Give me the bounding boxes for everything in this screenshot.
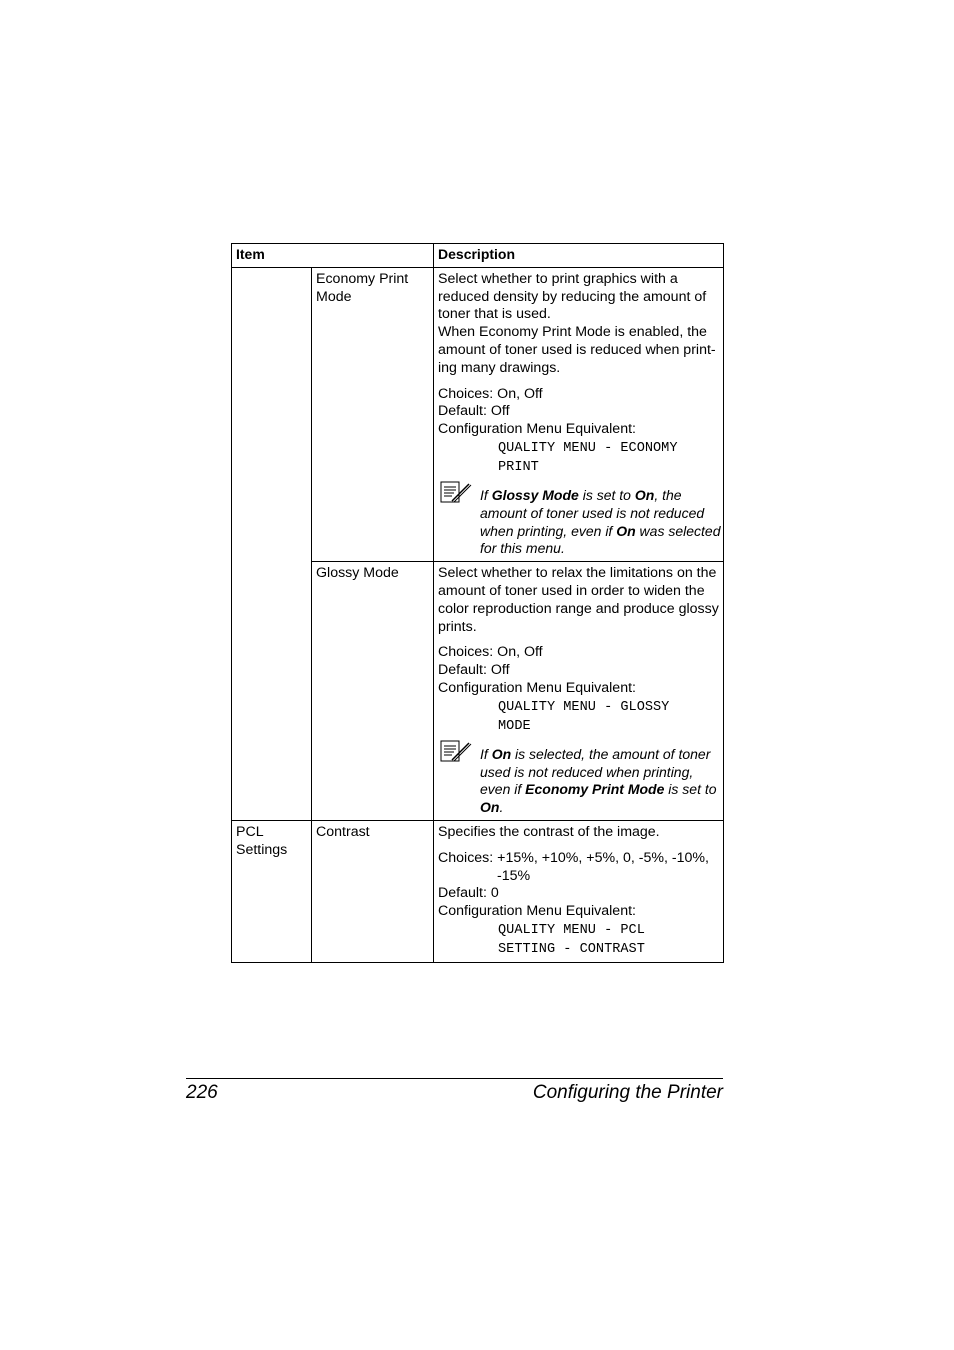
settings-table [231,243,724,963]
config-label: Configuration Menu Equivalent: [438,679,636,696]
item-pcl-settings: PCL Settings [232,820,312,962]
note-text: If [480,486,492,503]
description-text: Select whether to print graphics with a reduced density by reducing the amount of toner that is used. [438,270,707,323]
page-number: 226 [186,1082,218,1103]
note-text: is set to [578,486,635,503]
subitem-glossy-mode: Glossy Mode [312,562,434,821]
footer-divider [186,1078,723,1079]
note-emphasis: On [491,745,512,762]
note-text: is set to [664,781,717,798]
menu-path: PRINT [498,459,539,475]
table-header-row [232,244,724,268]
menu-path: QUALITY MENU - PCL [498,922,645,938]
description-text: When Economy Print Mode is enabled, the amount of toner used is reduced when print-ing many drawings. [438,324,716,376]
note-emphasis: On [634,486,655,503]
default-text: Default: Off [438,403,510,420]
item-cell-empty [232,267,312,820]
note-text: is selected, the amount of toner used is not reduced when printing, even if [480,745,711,798]
table-row [232,820,724,962]
note-emphasis: On [480,799,500,816]
description-cell [434,820,724,962]
note-text: , the amount of toner used is not reduced when printing, even if [480,486,705,539]
menu-path: QUALITY MENU - ECONOMY [498,440,678,456]
note-emphasis: Economy Print Mode [525,781,665,798]
header-item: Item [232,244,434,268]
subitem-contrast: Contrast [312,820,434,962]
note-text: . [499,799,504,816]
config-label: Configuration Menu Equivalent: [438,421,636,438]
header-description: Description [434,244,724,268]
note-emphasis: On [616,522,636,539]
note [438,487,721,558]
description-cell [434,267,724,561]
note-text: If [480,745,492,762]
choices-text: Choices: +15%, +10%, +5%, 0, -5%, -10%, [438,849,709,866]
description-text: Specifies the contrast of the image. [438,823,660,840]
choices-text: Choices: On, Off [438,385,543,402]
choices-text: Choices: On, Off [438,644,543,661]
choices-text: -15% [497,867,531,884]
config-label: Configuration Menu Equivalent: [438,903,636,920]
note-text: was selected for this menu. [480,522,721,557]
note [438,746,721,817]
description-cell [434,562,724,821]
table-row [232,267,724,561]
subitem-economy-print-mode: Economy Print Mode [312,267,434,561]
menu-path: MODE [498,718,531,734]
running-title: Configuring the Printer [532,1082,723,1103]
menu-path: QUALITY MENU - GLOSSY [498,699,670,715]
default-text: Default: 0 [438,885,499,902]
description-text: Select whether to relax the limitations on the amount of toner used in order to widen the color reproduction range and produce glossy prints. [438,565,719,635]
note-emphasis: Glossy Mode [491,486,579,503]
default-text: Default: Off [438,662,510,679]
menu-path: SETTING - CONTRAST [498,941,645,957]
note-pencil-icon [440,481,472,505]
note-pencil-icon [440,740,472,764]
